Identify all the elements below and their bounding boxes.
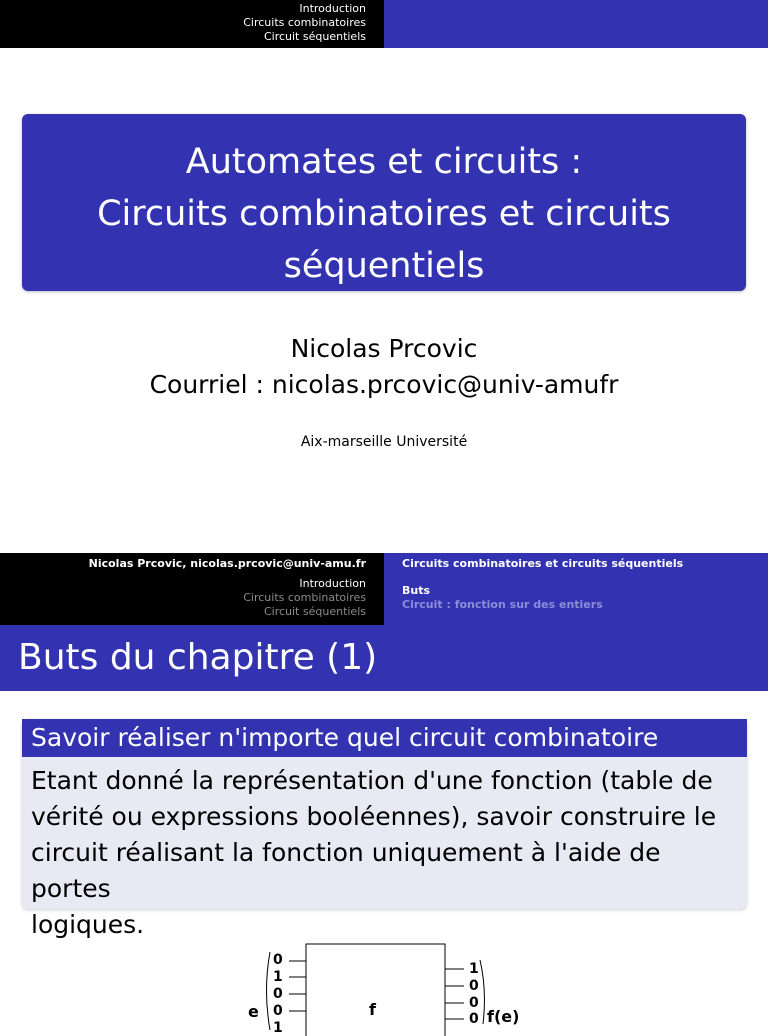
- input-bit-4: 0: [273, 1003, 283, 1019]
- output-bit-1: 1: [469, 961, 479, 977]
- output-bit-2: 0: [469, 978, 479, 994]
- nav-circuits-combinatoires[interactable]: Circuits combinatoires: [243, 16, 366, 29]
- author-name: Nicolas Prcovic: [290, 334, 478, 363]
- nav-circuit-sequentiels[interactable]: Circuit séquentiels: [263, 30, 366, 43]
- block-title: Savoir réaliser n'importe quel circuit combinatoire: [22, 719, 747, 757]
- function-box: [306, 944, 445, 1036]
- function-box-diagram: [0, 930, 768, 1036]
- input-bracket: [267, 952, 271, 1030]
- subsection-circuit-fonction[interactable]: Circuit : fonction sur des entiers: [402, 598, 603, 611]
- header-right-panel: [384, 0, 768, 48]
- title-line-3: séquentiels: [283, 246, 485, 286]
- input-bit-5: 1: [273, 1020, 283, 1036]
- content-block: [22, 719, 747, 939]
- slide1-header: [0, 0, 768, 48]
- header-presentation-title[interactable]: Circuits combinatoires et circuits séquentiels: [402, 557, 684, 570]
- function-label: f: [369, 1000, 376, 1019]
- nav-circuit-sequentiels[interactable]: Circuit séquentiels: [263, 605, 366, 618]
- title-line-2: Circuits combinatoires et circuits: [97, 194, 671, 234]
- subsection-buts[interactable]: Buts: [402, 584, 431, 597]
- slide2-header: [0, 553, 768, 625]
- input-label: e: [248, 1002, 259, 1021]
- title-box: [22, 114, 746, 291]
- header-left-panel: [0, 553, 384, 625]
- header-right-panel: [384, 553, 768, 625]
- output-bit-3: 0: [469, 995, 479, 1011]
- frame-title-bar: [0, 625, 768, 691]
- output-bracket: [480, 960, 484, 1024]
- output-bit-4: 0: [469, 1011, 479, 1027]
- author-email: Courriel : nicolas.prcovic@univ-amufr: [149, 370, 619, 399]
- block-line-1: Etant donné la représentation d'une fonction (table de: [31, 766, 713, 795]
- block-line-4: logiques.: [31, 910, 145, 939]
- nav-circuits-combinatoires[interactable]: Circuits combinatoires: [243, 591, 366, 604]
- institution: Aix-marseille Université: [300, 434, 468, 450]
- nav-introduction[interactable]: Introduction: [299, 2, 366, 15]
- frame-title: Buts du chapitre (1): [18, 637, 378, 678]
- title-line-1: Automates et circuits :: [185, 142, 583, 182]
- output-label: f(e): [487, 1007, 520, 1026]
- header-author: Nicolas Prcovic, nicolas.prcovic@univ-amu.fr: [88, 557, 366, 570]
- input-bit-1: 0: [273, 952, 283, 968]
- diagram-lines: [0, 930, 768, 1024]
- block-body: [22, 757, 747, 943]
- block-line-2: vérité ou expressions booléennes), savoir construire le: [31, 802, 717, 831]
- block-line-3: circuit réalisant la fonction uniquement à l'aide de portes: [31, 838, 661, 903]
- header-left-panel: [0, 0, 384, 48]
- input-bit-2: 1: [273, 969, 283, 985]
- input-bit-3: 0: [273, 986, 283, 1002]
- nav-introduction[interactable]: Introduction: [299, 577, 366, 590]
